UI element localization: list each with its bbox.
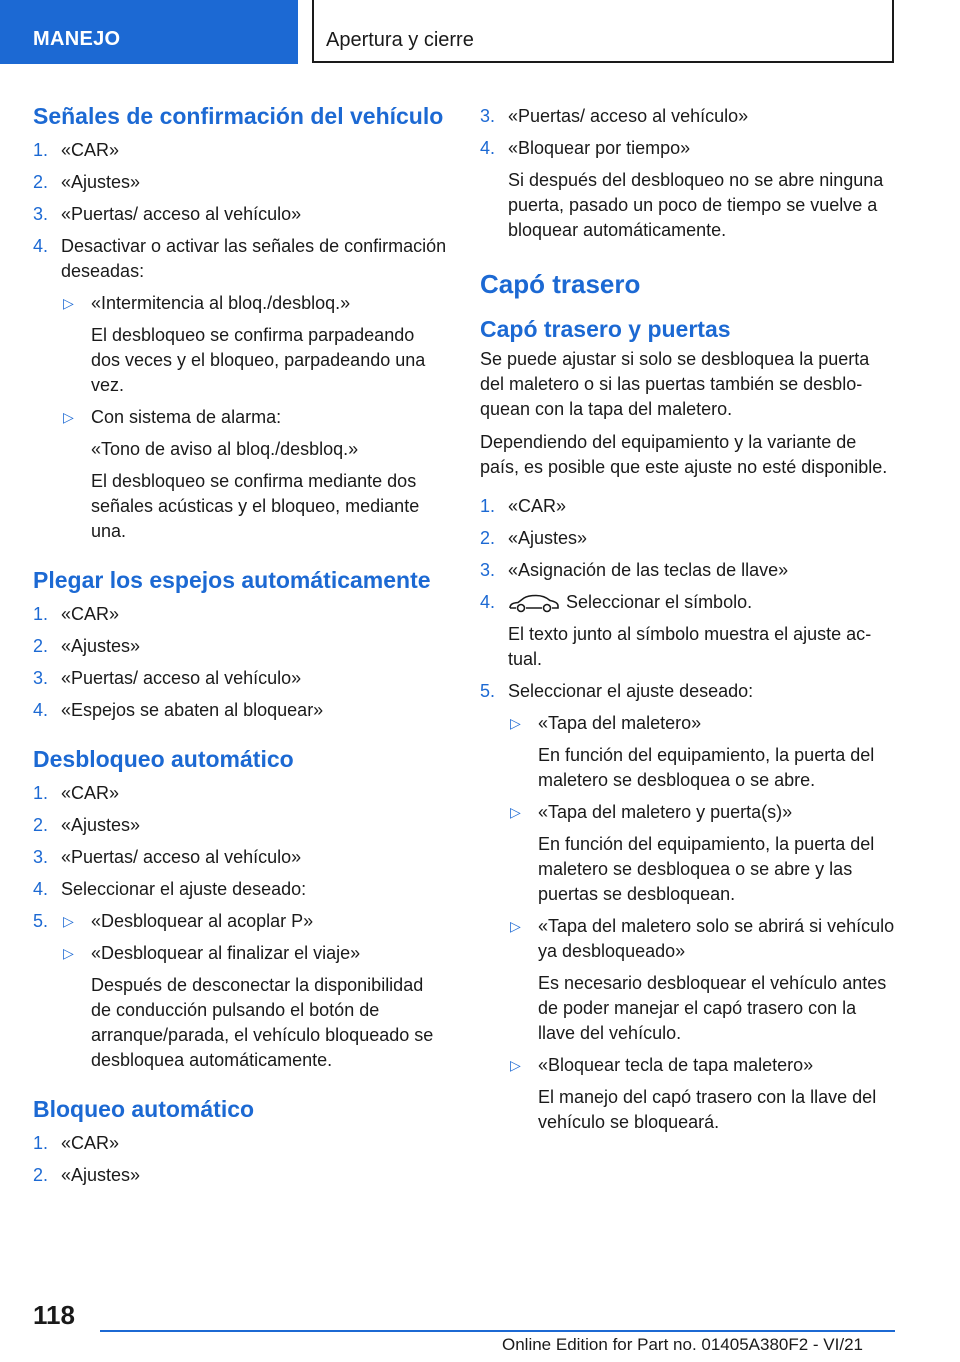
list-subitem-text: Después de desconectar la disponibilidad de conducción pulsando el botón de arranque/parada, el vehículo bloqueado se desbloquea automáticamente. — [91, 975, 434, 1070]
list-subitem-text: En función del equipamiento, la puerta del maletero se desbloquea o se abre y las puertas se desbloquean. — [538, 834, 875, 904]
list-item: 5. ▷ «Desbloquear al acoplar P» — [33, 909, 448, 934]
list-item: 3. «Puertas/ acceso al vehículo» — [33, 668, 302, 688]
section-tailgate — [480, 269, 898, 1135]
paragraph: Dependiendo del equipamiento y la variante de país, es posible que este ajuste no esté disponible. — [480, 432, 888, 477]
list-subitem-text: El desbloqueo se confirma mediante dos señales acústicas y el bloqueo, mediante una. — [91, 471, 420, 541]
list-subitem: ▷ «Bloquear tecla de tapa maletero» — [480, 1053, 898, 1078]
left-column — [33, 100, 448, 1210]
page-number: 118 — [33, 1300, 75, 1330]
section-confirm-signals — [33, 102, 448, 544]
list-subitem-text: El desbloqueo se confirma parpadeando dos veces y el bloqueo, parpadeando una vez. — [91, 325, 426, 395]
paragraph: Se puede ajustar si solo se desbloquea la puerta del maletero o si las puertas también se desbloquean con la tapa del maletero. — [480, 349, 870, 419]
list-item: 2. «Ajustes» — [33, 815, 141, 835]
list-item: 4. Desactivar o activar las señales de confirmación deseadas: — [33, 236, 447, 281]
section-fold-mirrors — [33, 566, 448, 723]
list-subitem: ▷ «Tapa del maletero solo se abrirá si vehículo ya desbloqueado» — [510, 916, 895, 961]
list-item: 2. «Ajustes» — [33, 636, 141, 656]
right-column — [480, 104, 898, 1157]
list-subitem-text: El manejo del capó trasero con la llave del vehículo se bloqueará. — [538, 1087, 877, 1132]
heading-fold-mirrors: Plegar los espejos automáticamente — [33, 567, 431, 593]
heading-tailgate: Capó trasero — [480, 269, 641, 299]
car-icon — [508, 593, 560, 613]
list-item: 2. «Ajustes» — [33, 1165, 141, 1185]
triangle-right-icon: ▷ — [63, 409, 74, 425]
list-item: 1. «CAR» — [33, 604, 120, 624]
list-item: 4. «Espejos se abaten al bloquear» — [33, 700, 324, 720]
list-subitem: ▷ Con sistema de alarma: — [33, 405, 448, 430]
list-item: 3. «Puertas/ acceso al vehículo» — [480, 106, 749, 126]
triangle-right-icon: ▷ — [510, 715, 521, 731]
triangle-right-icon: ▷ — [63, 913, 74, 929]
header-chapter-box — [312, 0, 894, 63]
triangle-right-icon: ▷ — [63, 945, 74, 961]
list-subitem-text: En función del equipamiento, la puerta del maletero se desbloquea o se abre. — [538, 745, 875, 790]
list-item: 4. Seleccionar el ajuste deseado: — [33, 879, 307, 899]
list-item: 1. «CAR» — [480, 496, 567, 516]
list-item: 2. «Ajustes» — [33, 172, 141, 192]
header-section-tab — [0, 0, 298, 64]
list-item: 3. «Puertas/ acceso al vehículo» — [33, 847, 302, 867]
list-subitem: ▷ «Desbloquear al finalizar el viaje» — [33, 941, 448, 966]
triangle-right-icon: ▷ — [63, 295, 74, 311]
list-item: 4. «Bloquear por tiempo» — [480, 138, 691, 158]
triangle-right-icon: ▷ — [510, 918, 521, 934]
list-item: 1. «CAR» — [33, 783, 120, 803]
heading-tailgate-doors: Capó trasero y puertas — [480, 316, 731, 342]
footer-divider — [100, 1330, 895, 1332]
list-item: 2. «Ajustes» — [480, 528, 588, 548]
list-item: 1. «CAR» — [33, 1133, 120, 1153]
triangle-right-icon: ▷ — [510, 1057, 521, 1073]
list-item: 4. Seleccionar el símbolo. — [480, 592, 753, 612]
list-subitem-text: Es necesario desbloquear el vehículo antes de poder manejar el capó trasero con la llave del vehículo. — [538, 973, 887, 1043]
list-item-text: Si después del desbloqueo no se abre ninguna puerta, pasado un poco de tiempo se vuelve a bloquear automáticamente. — [508, 170, 884, 240]
section-auto-lock-cont — [480, 104, 898, 243]
list-subitem-text: «Tono de aviso al bloq./desbloq.» — [91, 439, 359, 459]
list-item-text: El texto junto al símbolo muestra el ajuste actual. — [508, 624, 872, 669]
list-item: 3. «Asignación de las teclas de llave» — [480, 560, 789, 580]
section-auto-lock — [33, 1095, 448, 1188]
header-chapter-label: Apertura y cierre — [326, 29, 474, 51]
section-auto-unlock — [33, 745, 448, 1073]
list-item: 5. Seleccionar el ajuste deseado: — [480, 681, 754, 701]
list-subitem: ▷ «Tapa del maletero y puerta(s)» — [480, 800, 898, 825]
list-subitem: ▷ «Tapa del maletero» — [480, 711, 898, 736]
triangle-right-icon: ▷ — [510, 804, 521, 820]
footer-edition: Online Edition for Part no. 01405A380F2 - VI/21 — [502, 1335, 864, 1354]
list-subitem: ▷ «Intermitencia al bloq./desbloq.» — [33, 291, 448, 316]
header-section-label: MANEJO — [33, 28, 121, 50]
list-item: 3. «Puertas/ acceso al vehículo» — [33, 204, 302, 224]
heading-auto-lock: Bloqueo automático — [33, 1096, 255, 1122]
heading-confirm-signals: Señales de confirmación del vehículo — [33, 103, 444, 129]
heading-auto-unlock: Desbloqueo automático — [33, 746, 294, 772]
list-item: 1. «CAR» — [33, 140, 120, 160]
